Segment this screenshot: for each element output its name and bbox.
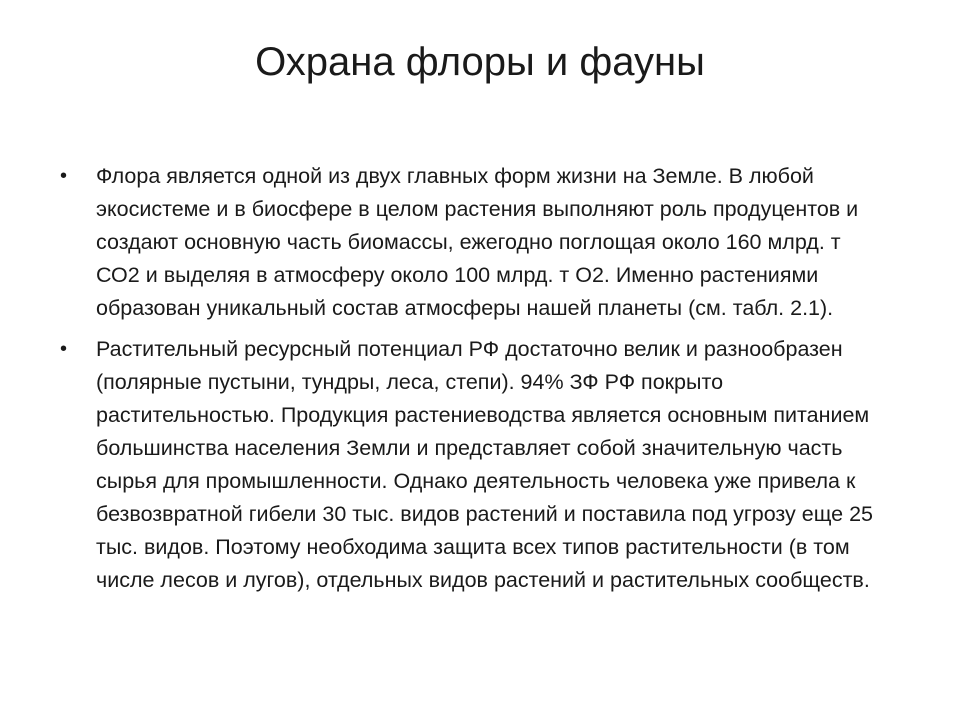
bullet-icon: • <box>60 338 68 360</box>
bullet-list <box>60 160 880 605</box>
list-item <box>60 160 880 325</box>
bullet-text: Флора является одной из двух главных форм жизни на Земле. В любой экосистеме и в биосфере в целом растения выполняют роль продуцентов и создают основную часть биомассы, ежегодно поглощая около 160 млрд. т СО2 и выделяя в атмосферу около 100 млрд. т О2. Именно растениями образован уникальный состав атмосферы нашей планеты (см. табл. 2.1). <box>96 164 859 320</box>
slide-title: Охрана флоры и фауны <box>255 40 705 84</box>
bullet-icon: • <box>60 165 68 187</box>
list-item <box>60 333 880 597</box>
bullet-text: Растительный ресурсный потенциал РФ достаточно велик и разнообразен (полярные пустыни, тундры, леса, степи). 94% ЗФ РФ покрыто растительностью. Продукция растениеводства является основным питанием большинства населения Земли и представляет собой значительную часть сырья для промышленности. Однако деятельность человека уже привела к безвозвратной гибели 30 тыс. видов растений и поставила под угрозу еще 25 тыс. видов. Поэтому необходима защита всех типов растительности (в том числе лесов и лугов), отдельных видов растений и растительных сообществ. <box>96 337 874 592</box>
